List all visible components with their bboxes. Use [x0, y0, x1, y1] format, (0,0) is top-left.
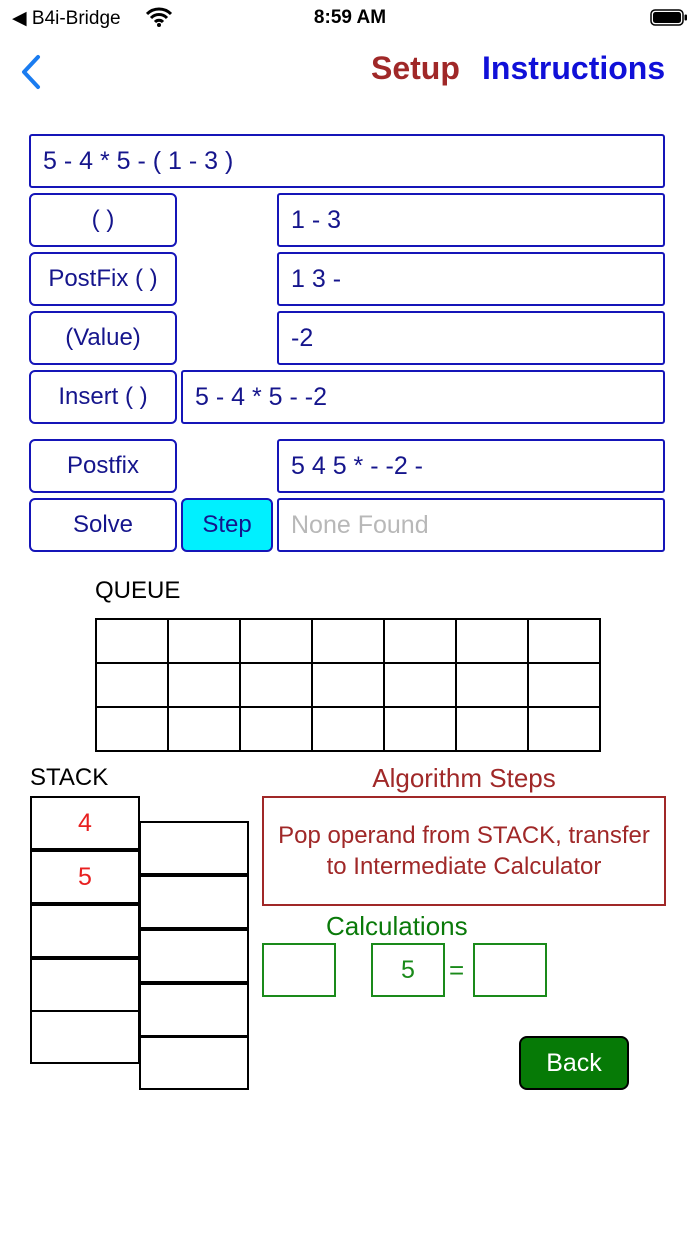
- insert-paren-button[interactable]: Insert ( ): [29, 370, 177, 424]
- stack-cell: 5: [30, 850, 140, 904]
- back-chevron-icon[interactable]: [18, 54, 48, 90]
- queue-cell: [455, 706, 529, 752]
- queue-cell: [95, 706, 169, 752]
- clock: 8:59 AM: [313, 7, 387, 28]
- back-to-app-link[interactable]: ◀ B4i-Bridge: [12, 8, 121, 29]
- queue-cell: [167, 662, 241, 708]
- stack-cell: [30, 1010, 140, 1064]
- queue-cell: [383, 662, 457, 708]
- battery-icon: [650, 9, 688, 26]
- stack-cell: [139, 875, 249, 929]
- postfix-field[interactable]: 5 4 5 * - -2 -: [277, 439, 665, 493]
- queue-cell: [527, 618, 601, 664]
- paren-value-field[interactable]: -2: [277, 311, 665, 365]
- stack-cell: [139, 929, 249, 983]
- postfix-button[interactable]: Postfix: [29, 439, 177, 493]
- value-button[interactable]: (Value): [29, 311, 177, 365]
- queue-cell: [95, 618, 169, 664]
- stack-label: STACK: [30, 764, 109, 791]
- paren-button[interactable]: ( ): [29, 193, 177, 247]
- queue-cell: [383, 706, 457, 752]
- algorithm-steps-box: Pop operand from STACK, transfer to Intermediate Calculator: [262, 796, 666, 906]
- step-button[interactable]: Step: [181, 498, 273, 552]
- stack-cell: [30, 904, 140, 958]
- stack-cell: 4: [30, 796, 140, 850]
- solve-button[interactable]: Solve: [29, 498, 177, 552]
- result-box: [473, 943, 547, 997]
- stack-cell: [139, 821, 249, 875]
- calculations-title: Calculations: [326, 911, 468, 941]
- result-placeholder: None Found: [291, 510, 429, 539]
- algorithm-steps-title: Algorithm Steps: [372, 763, 556, 793]
- queue-cell: [95, 662, 169, 708]
- queue-cell: [455, 618, 529, 664]
- status-bar: [0, 0, 700, 36]
- equals-sign: =: [449, 955, 465, 985]
- queue-cell: [239, 706, 313, 752]
- queue-cell: [239, 662, 313, 708]
- paren-expression-field[interactable]: 1 - 3: [277, 193, 665, 247]
- queue-cell: [383, 618, 457, 664]
- queue-cell: [167, 706, 241, 752]
- inserted-expression-field[interactable]: 5 - 4 * 5 - -2: [181, 370, 665, 424]
- queue-cell: [311, 618, 385, 664]
- stack-cell: [30, 958, 140, 1012]
- expression-input[interactable]: 5 - 4 * 5 - ( 1 - 3 ): [29, 134, 665, 188]
- queue-cell: [167, 618, 241, 664]
- queue-cell: [311, 662, 385, 708]
- operand1-box: [262, 943, 336, 997]
- postfix-paren-button[interactable]: PostFix ( ): [29, 252, 177, 306]
- postfix-paren-field[interactable]: 1 3 -: [277, 252, 665, 306]
- stack-cell: [139, 983, 249, 1037]
- queue-cell: [311, 706, 385, 752]
- instructions-link[interactable]: Instructions: [482, 50, 666, 86]
- queue-label: QUEUE: [95, 577, 181, 604]
- operand2-box: 5: [371, 943, 445, 997]
- back-button[interactable]: Back: [519, 1036, 629, 1090]
- queue-cell: [455, 662, 529, 708]
- queue-cell: [527, 706, 601, 752]
- queue-cell: [239, 618, 313, 664]
- result-field[interactable]: [277, 498, 665, 552]
- stack-cell: [139, 1036, 249, 1090]
- queue-cell: [527, 662, 601, 708]
- setup-link[interactable]: Setup: [371, 50, 460, 86]
